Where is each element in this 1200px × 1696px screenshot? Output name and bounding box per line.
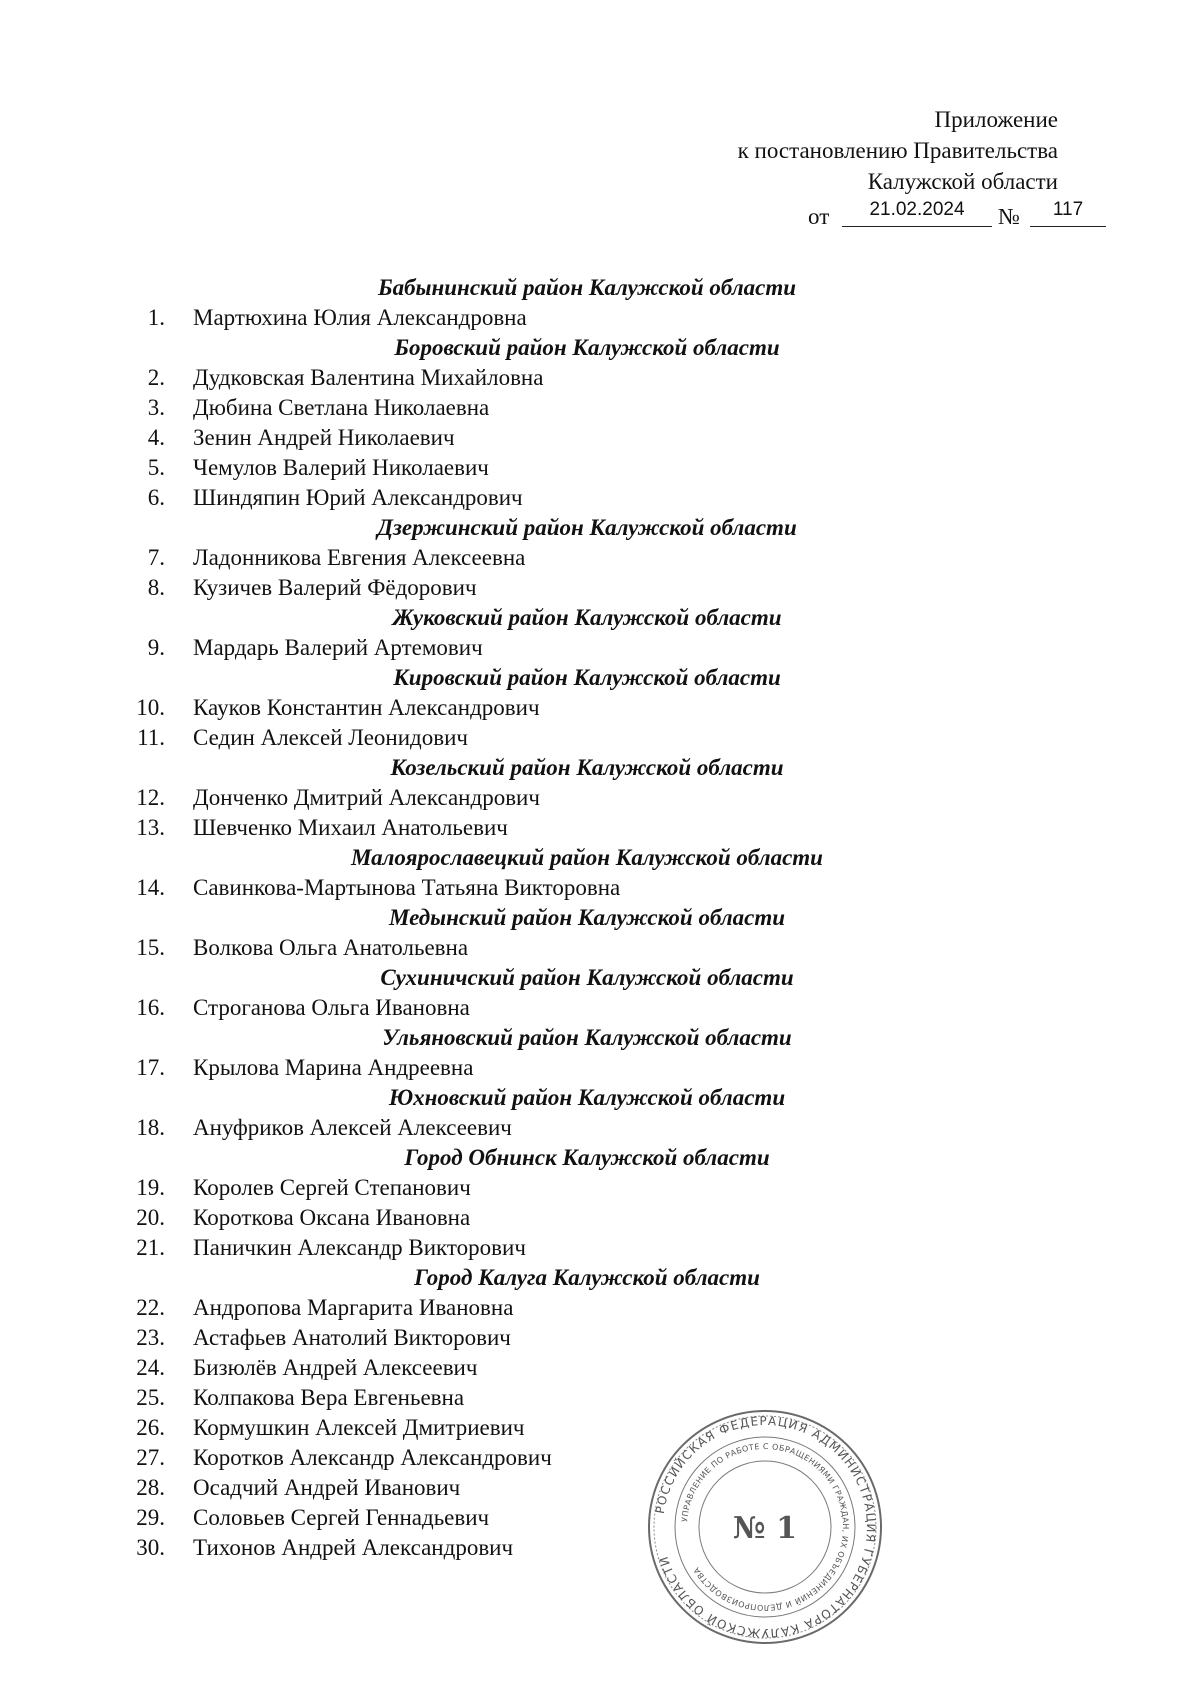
item-number: 30. <box>136 1535 165 1560</box>
person-name: Колпакова Вера Евгеньевна <box>193 1385 465 1410</box>
item-number: 21. <box>136 1235 165 1260</box>
item-number: 11. <box>137 725 165 750</box>
list-item <box>0 1503 1200 1533</box>
person-name: Королев Сергей Степанович <box>193 1175 471 1200</box>
list-item <box>0 1353 1200 1383</box>
item-number: 4. <box>147 425 165 450</box>
item-number: 12. <box>136 785 165 810</box>
district-heading: Дзержинский район Калужской области <box>377 515 797 540</box>
appendix-header <box>738 104 1058 197</box>
list-item <box>0 393 1200 423</box>
person-name: Волкова Ольга Анатольевна <box>193 935 469 960</box>
person-name: Соловьев Сергей Геннадьевич <box>193 1505 490 1530</box>
person-name: Паничкин Александр Викторович <box>193 1235 526 1260</box>
person-name: Мардарь Валерий Артемович <box>193 635 483 660</box>
date-label: от <box>808 204 830 229</box>
official-seal-stamp <box>646 1408 884 1646</box>
list-item <box>0 693 1200 723</box>
list-item <box>0 1173 1200 1203</box>
person-name: Коротков Александр Александрович <box>193 1445 552 1470</box>
district-heading: Малоярославецкий район Калужской области <box>351 845 823 870</box>
person-name: Зенин Андрей Николаевич <box>193 425 455 450</box>
item-number: 6. <box>147 485 165 510</box>
resolution-number: 117 <box>1030 200 1106 227</box>
list-item <box>0 873 1200 903</box>
persons-list <box>0 273 1200 1563</box>
district-heading: Боровский район Калужской области <box>394 335 780 360</box>
district-heading: Жуковский район Калужской области <box>392 605 782 630</box>
list-item <box>0 1383 1200 1413</box>
person-name: Строганова Ольга Ивановна <box>193 995 470 1020</box>
item-number: 15. <box>136 935 165 960</box>
list-item <box>0 303 1200 333</box>
resolution-date: 21.02.2024 <box>842 200 992 227</box>
district-heading: Ульяновский район Калужской области <box>382 1025 792 1050</box>
person-name: Седин Алексей Леонидович <box>193 725 468 750</box>
person-name: Короткова Оксана Ивановна <box>193 1205 471 1230</box>
header-line-1: Приложение <box>934 107 1058 132</box>
seal-center-number: № 1 <box>733 1511 797 1546</box>
item-number: 17. <box>136 1055 165 1080</box>
list-item <box>0 1113 1200 1143</box>
item-number: 22. <box>136 1295 165 1320</box>
district-heading: Юхновский район Калужской области <box>388 1085 786 1110</box>
person-name: Кауков Константин Александрович <box>193 695 540 720</box>
person-name: Мартюхина Юлия Александровна <box>193 305 527 330</box>
list-item <box>0 813 1200 843</box>
list-item <box>0 1323 1200 1353</box>
district-heading: Медынский район Калужской области <box>388 905 786 930</box>
person-name: Шевченко Михаил Анатольевич <box>193 815 508 840</box>
item-number: 18. <box>136 1115 165 1140</box>
item-number: 14. <box>136 875 165 900</box>
list-item <box>0 723 1200 753</box>
list-item <box>0 573 1200 603</box>
header-line-3: Калужской области <box>867 169 1058 194</box>
item-number: 20. <box>136 1205 165 1230</box>
item-number: 8. <box>147 575 165 600</box>
item-number: 1. <box>147 305 165 330</box>
item-number: 27. <box>136 1445 165 1470</box>
item-number: 13. <box>136 815 165 840</box>
list-item <box>0 1443 1200 1473</box>
list-item <box>0 1053 1200 1083</box>
person-name: Дудковская Валентина Михайловна <box>193 365 544 390</box>
person-name: Кузичев Валерий Фёдорович <box>193 575 477 600</box>
list-item <box>0 1293 1200 1323</box>
list-item <box>0 1533 1200 1563</box>
item-number: 10. <box>136 695 165 720</box>
district-heading: Город Обнинск Калужской области <box>404 1145 770 1170</box>
district-heading: Бабынинский район Калужской области <box>377 275 797 300</box>
item-number: 24. <box>136 1355 165 1380</box>
number-label: № <box>998 204 1020 229</box>
district-heading: Кировский район Калужской области <box>393 665 781 690</box>
item-number: 23. <box>136 1325 165 1350</box>
resolution-dateline <box>808 196 1084 230</box>
district-heading: Козельский район Калужской области <box>390 755 784 780</box>
header-line-2: к постановлению Правительства <box>737 138 1058 163</box>
seal-inner-text: УПРАВЛЕНИЕ ПО РАБОТЕ С ОБРАЩЕНИЯМИ ГРАЖДАН, ИХ ОБЪЕДИНЕНИЙ И ДЕЛОПРОИЗВОДСТВА <box>680 1441 851 1613</box>
person-name: Астафьев Анатолий Викторович <box>193 1325 511 1350</box>
list-item <box>0 993 1200 1023</box>
item-number: 29. <box>136 1505 165 1530</box>
item-number: 19. <box>136 1175 165 1200</box>
district-heading: Сухиничский район Калужской области <box>380 965 794 990</box>
list-item <box>0 543 1200 573</box>
list-item <box>0 633 1200 663</box>
person-name: Дюбина Светлана Николаевна <box>193 395 490 420</box>
person-name: Андропова Маргарита Ивановна <box>193 1295 514 1320</box>
district-heading: Город Калуга Калужской области <box>414 1265 760 1290</box>
person-name: Савинкова-Мартынова Татьяна Викторовна <box>193 875 621 900</box>
item-number: 16. <box>136 995 165 1020</box>
item-number: 26. <box>136 1415 165 1440</box>
item-number: 7. <box>147 545 165 570</box>
person-name: Кормушкин Алексей Дмитриевич <box>193 1415 525 1440</box>
item-number: 25. <box>136 1385 165 1410</box>
list-item <box>0 363 1200 393</box>
person-name: Тихонов Андрей Александрович <box>193 1535 514 1560</box>
item-number: 9. <box>147 635 165 660</box>
list-item <box>0 1473 1200 1503</box>
list-item <box>0 783 1200 813</box>
item-number: 2. <box>147 365 165 390</box>
seal-outer-text: РОССИЙСКАЯ ФЕДЕРАЦИЯ АДМИНИСТРАЦИЯ ГУБЕРНАТОРА КАЛУЖСКОЙ ОБЛАСТИ <box>652 1413 879 1641</box>
person-name: Бизюлёв Андрей Алексеевич <box>193 1355 478 1380</box>
person-name: Шиндяпин Юрий Александрович <box>193 485 523 510</box>
person-name: Крылова Марина Андреевна <box>193 1055 474 1080</box>
item-number: 28. <box>136 1475 165 1500</box>
person-name: Ладонникова Евгения Алексеевна <box>193 545 526 570</box>
list-item <box>0 1233 1200 1263</box>
person-name: Донченко Дмитрий Александрович <box>193 785 540 810</box>
list-item <box>0 423 1200 453</box>
list-item <box>0 453 1200 483</box>
list-item <box>0 483 1200 513</box>
person-name: Осадчий Андрей Иванович <box>193 1475 461 1500</box>
item-number: 5. <box>147 455 165 480</box>
list-item <box>0 1203 1200 1233</box>
list-item <box>0 933 1200 963</box>
list-item <box>0 1413 1200 1443</box>
item-number: 3. <box>147 395 165 420</box>
person-name: Чемулов Валерий Николаевич <box>193 455 489 480</box>
person-name: Ануфриков Алексей Алексеевич <box>193 1115 512 1140</box>
